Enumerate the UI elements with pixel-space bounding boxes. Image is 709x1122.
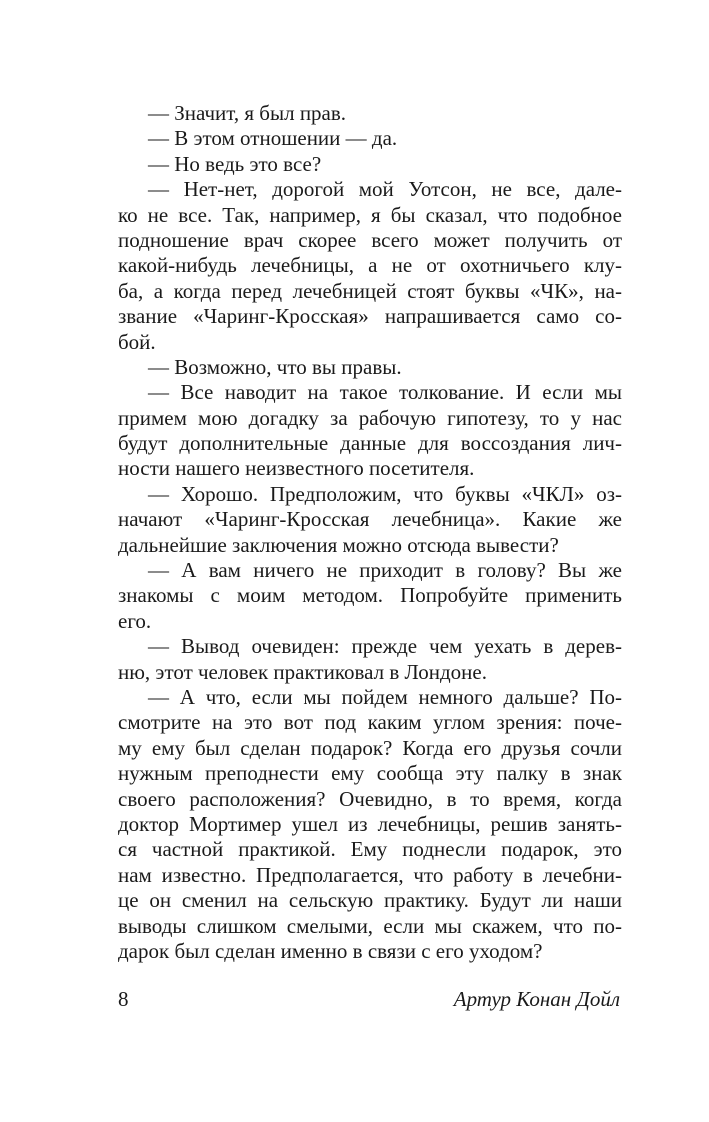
- text-line: ню, этот человек практиковал в Лондоне.: [118, 659, 487, 684]
- text-line: — Значит, я был прав.: [148, 101, 347, 125]
- text-line: знакомы с моим методом. Попробуйте применить: [118, 583, 622, 608]
- text-line: — Но ведь это все?: [148, 151, 322, 176]
- page-footer: [118, 986, 622, 1012]
- text-line: дальнейшие заключения можно отсюда вывести?: [118, 532, 559, 557]
- text-line: доктор Мортимер ушел из лечебницы, решив занять-: [118, 811, 622, 836]
- text-line: ности нашего неизвестного посетителя.: [118, 456, 475, 481]
- text-line: му ему был сделан подарок? Когда его друзья сочли: [118, 735, 622, 760]
- text-line: звание «Чаринг-Кросская» напрашивается само со-: [118, 304, 622, 329]
- text-line: — Хорошо. Предположим, что буквы «ЧКЛ» оз-: [148, 481, 622, 506]
- text-line: — Нет-нет, дорогой мой Уотсон, не все, дале-: [148, 177, 622, 202]
- text-line: — Возможно, что вы правы.: [148, 354, 402, 379]
- text-line: смотрите на это вот под каким углом зрения: поче-: [118, 710, 622, 735]
- text-line: — Вывод очевиден: прежде чем уехать в дерев-: [148, 634, 622, 659]
- text-line: — А что, если мы пойдем немного дальше? По-: [148, 684, 622, 709]
- text-line: — А вам ничего не приходит в голову? Вы же: [148, 558, 622, 583]
- text-line: — В этом отношении — да.: [148, 126, 398, 151]
- text-line: своего расположения? Очевидно, в то время, когда: [118, 786, 622, 811]
- text-line: нужным преподнести ему сообща эту палку в знак: [118, 761, 622, 786]
- text-line: его.: [118, 608, 152, 633]
- text-line: це он сменил на сельскую практику. Будут ли наши: [118, 888, 622, 913]
- text-line: какой-нибудь лечебницы, а не от охотничьего клу-: [118, 253, 622, 278]
- text-line: примем мою догадку за рабочую гипотезу, то у нас: [118, 405, 622, 430]
- text-line: бой.: [118, 329, 156, 354]
- body-text: [118, 101, 622, 964]
- text-line: выводы слишком смелыми, если мы скажем, что по-: [118, 913, 622, 938]
- text-line: подношение врач скорее всего может получить от: [118, 227, 622, 252]
- text-line: дарок был сделан именно в связи с его уходом?: [118, 938, 543, 963]
- text-line: ко не все. Так, например, я бы сказал, что подобное: [118, 202, 622, 227]
- text-line: ся частной практикой. Ему поднесли подарок, это: [118, 837, 622, 862]
- running-author: Артур Конан Дойл: [453, 987, 620, 1011]
- text-line: нам известно. Предполагается, что работу в лечебни-: [118, 862, 622, 887]
- text-line: ба, а когда перед лечебницей стоят буквы «ЧК», на-: [118, 278, 622, 303]
- text-line: — Все наводит на такое толкование. И если мы: [148, 380, 622, 405]
- text-line: будут дополнительные данные для воссоздания лич-: [118, 431, 622, 456]
- page-number: 8: [118, 987, 129, 1011]
- text-line: начают «Чаринг-Кросская лечебница». Какие же: [118, 507, 622, 532]
